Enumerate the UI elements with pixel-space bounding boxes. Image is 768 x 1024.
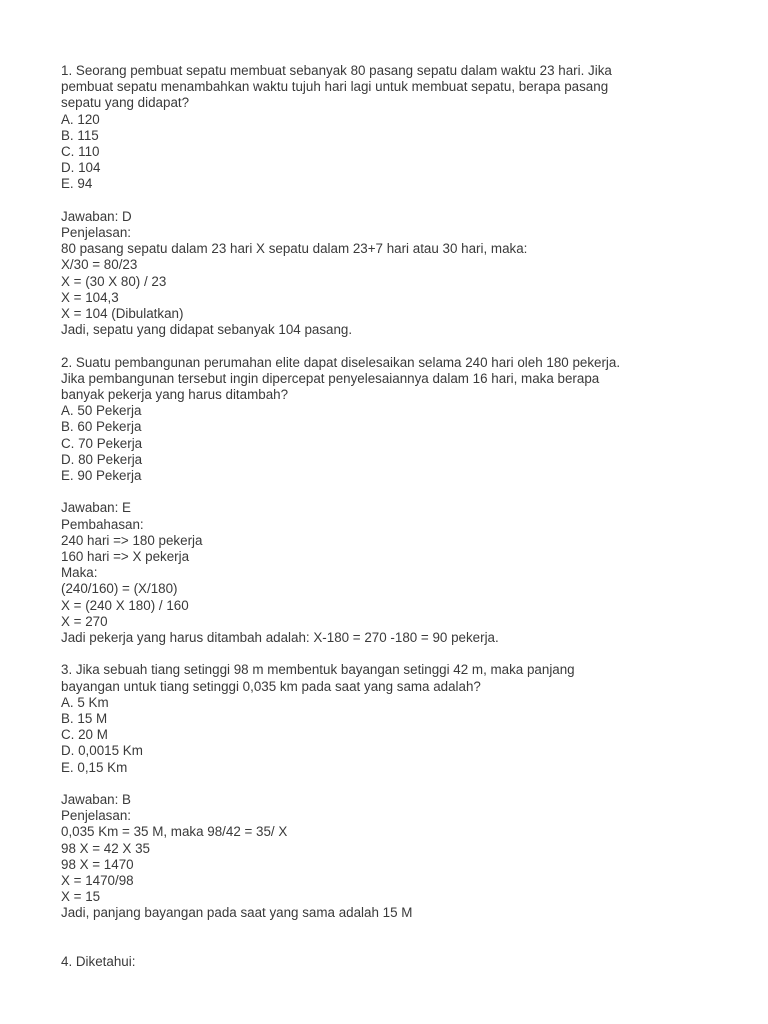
answer-key: Jawaban: E [61,500,131,516]
question-text-line: sepatu yang didapat? [61,95,190,111]
answer-key: Jawaban: B [61,792,131,808]
explanation-line: 160 hari => X pekerja [61,549,190,565]
question-text-line: banyak pekerja yang harus ditambah? [61,387,289,403]
spacer [61,338,711,354]
answer-option: B. 115 [61,127,99,143]
explanation-line: Pembahasan: [61,516,144,532]
explanation-line: 80 pasang sepatu dalam 23 hari X sepatu dalam 23+7 hari atau 30 hari, maka: [61,241,528,257]
explanation-line: Penjelasan: [61,225,131,241]
question-text-line: pembuat sepatu menambahkan waktu tujuh hari lagi untuk membuat sepatu, berapa pasang [61,79,609,95]
question-text-line: 1. Seorang pembuat sepatu membuat sebanyak 80 pasang sepatu dalam waktu 23 hari. Jika [61,63,612,78]
answer-option: B. 15 M [61,711,108,727]
answer-option: D. 0,0015 Km [61,743,143,759]
question-text-line: bayangan untuk tiang setinggi 0,035 km pada saat yang sama adalah? [61,678,481,694]
explanation-line: X/30 = 80/23 [61,257,138,273]
explanation-line: X = 270 [61,613,108,629]
question-text-line: 3. Jika sebuah tiang setinggi 98 m membentuk bayangan setinggi 42 m, maka panjang [61,662,575,678]
answer-option: A. 5 Km [61,694,109,710]
spacer [61,646,711,662]
explanation-line: X = (240 X 180) / 160 [61,597,189,613]
spacer [61,484,711,500]
explanation-line: (240/160) = (X/180) [61,581,178,597]
answer-option: B. 60 Pekerja [61,419,142,435]
answer-option: D. 80 Pekerja [61,451,143,467]
spacer [61,922,711,954]
question-text-line: Jika pembangunan tersebut ingin dipercepat penyelesaiannya dalam 16 hari, maka berapa [61,370,600,386]
question-text-line: 2. Suatu pembangunan perumahan elite dapat diselesaikan selama 240 hari oleh 180 pekerja. [61,354,621,370]
explanation-line: X = (30 X 80) / 23 [61,273,167,289]
explanation-line: 98 X = 1470 [61,856,134,872]
explanation-line: 240 hari => 180 pekerja [61,532,203,548]
explanation-line: Maka: [61,565,98,581]
answer-option: E. 0,15 Km [61,759,128,775]
document-page [61,63,711,970]
question-2 [61,355,711,647]
answer-option: C. 70 Pekerja [61,435,143,451]
answer-key: Jawaban: D [61,208,132,224]
answer-option: E. 94 [61,176,93,192]
question-1 [61,63,711,338]
answer-option: C. 110 [61,144,100,160]
explanation-line: X = 104,3 [61,289,119,305]
answer-option: C. 20 M [61,727,108,743]
explanation-line: Jadi pekerja yang harus ditambah adalah: X-180 = 270 -180 = 90 pekerja. [61,630,499,646]
question-3 [61,662,711,921]
answer-option: D. 104 [61,160,101,176]
explanation-line: X = 1470/98 [61,873,134,889]
question-4-heading: 4. Diketahui: [61,954,136,970]
answer-option: E. 90 Pekerja [61,468,142,484]
explanation-line: Jadi, sepatu yang didapat sebanyak 104 pasang. [61,322,353,338]
spacer [61,193,711,209]
spacer [61,776,711,792]
explanation-line: 98 X = 42 X 35 [61,840,150,856]
explanation-line: X = 15 [61,889,101,905]
explanation-line: 0,035 Km = 35 M, maka 98/42 = 35/ X [61,824,288,840]
explanation-line: Penjelasan: [61,808,131,824]
answer-option: A. 120 [61,111,100,127]
answer-option: A. 50 Pekerja [61,403,142,419]
explanation-line: X = 104 (Dibulatkan) [61,306,184,322]
explanation-line: Jadi, panjang bayangan pada saat yang sama adalah 15 M [61,905,413,921]
